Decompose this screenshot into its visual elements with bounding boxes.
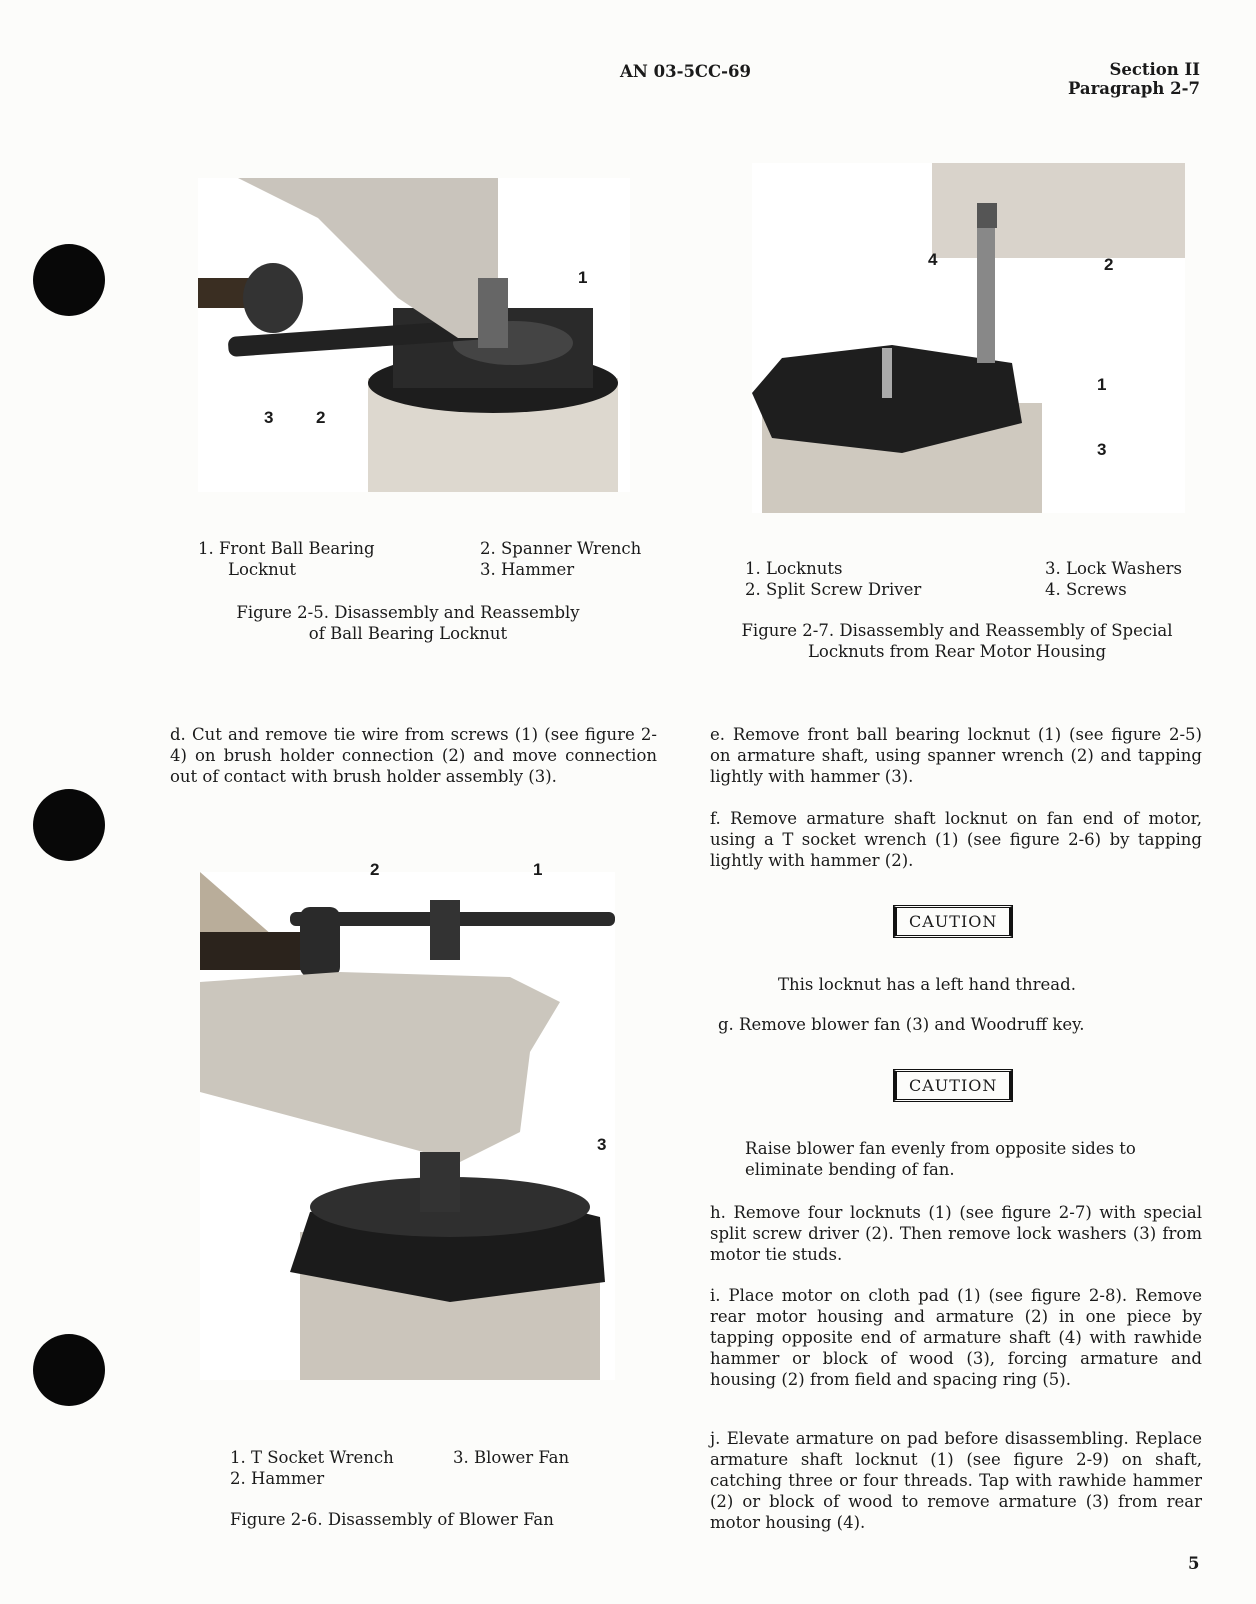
figure-2-7-legend-2 [1045, 558, 1182, 600]
figure-2-5-legend [198, 538, 375, 580]
section: Section II [1109, 60, 1200, 79]
callout: 2 [1104, 255, 1114, 274]
callout: 2 [370, 860, 380, 879]
punch-hole [33, 244, 105, 316]
legend-item: 2. Spanner Wrench [480, 539, 642, 558]
legend-item: 1. Front Ball Bearing [198, 539, 375, 558]
callout: 1 [533, 860, 543, 879]
callout: 3 [1097, 440, 1107, 459]
caption-line: Locknuts from Rear Motor Housing [807, 642, 1107, 661]
figure-2-5-legend-2 [480, 538, 641, 580]
legend-item: 1. T Socket Wrench [230, 1448, 394, 1467]
legend-item: 2. Split Screw Driver [745, 580, 922, 599]
callout: 2 [316, 408, 326, 427]
caption-line: Figure 2-7. Disassembly and Reassembly of Special [741, 621, 1173, 640]
step-i: i. Place motor on cloth pad (1) (see figure 2-8). Remove rear motor housing and armature (2) in one piece by tapping opposite end of armature shaft (4) with rawhide hammer or block of wood (3), forcing armature and housing (2) from field and spacing ring (5). [710, 1286, 1202, 1389]
punch-hole [33, 1334, 105, 1406]
figure-2-5-caption [218, 602, 598, 644]
figure-2-6-caption: Figure 2-6. Disassembly of Blower Fan [230, 1510, 554, 1529]
callout: 1 [578, 268, 588, 287]
figure-2-7-caption [712, 620, 1202, 662]
page-number: 5 [1188, 1554, 1200, 1573]
caution-box: CAUTION [893, 905, 1013, 938]
callout: 4 [928, 250, 938, 269]
legend-item: 3. Hammer [480, 560, 575, 579]
callout: 3 [597, 1135, 607, 1154]
legend-item: 3. Lock Washers [1045, 559, 1182, 578]
step-g: g. Remove blower fan (3) and Woodruff key. [718, 1015, 1085, 1034]
caution-box: CAUTION [893, 1069, 1013, 1102]
caution-text: This locknut has a left hand thread. [778, 975, 1076, 994]
section-label [1068, 60, 1200, 98]
legend-item: 1. Locknuts [745, 559, 843, 578]
step-e: e. Remove front ball bearing locknut (1) (see figure 2-5) on armature shaft, using spanner wrench (2) and tapping lightly with hammer (3). [710, 725, 1202, 786]
step-d: d. Cut and remove tie wire from screws (1) (see figure 2-4) on brush holder connection (2) and move connection out of contact with brush holder assembly (3). [170, 725, 657, 786]
paragraph: Paragraph 2-7 [1067, 79, 1200, 98]
figure-2-5-photo [198, 178, 630, 492]
caption-line: of Ball Bearing Locknut [308, 624, 508, 643]
legend-item: Locknut [228, 560, 297, 579]
doc-number: AN 03-5CC-69 [620, 62, 751, 81]
step-f: f. Remove armature shaft locknut on fan end of motor, using a T socket wrench (1) (see figure 2-6) by tapping lightly with hammer (2). [710, 809, 1202, 870]
callout: 3 [264, 408, 274, 427]
legend-item: 2. Hammer [230, 1469, 325, 1488]
legend-item: 3. Blower Fan [453, 1448, 570, 1467]
step-h: h. Remove four locknuts (1) (see figure 2-7) with special split screw driver (2). Then remove lock washers (3) from motor tie studs. [710, 1203, 1202, 1264]
figure-2-7-photo [752, 163, 1185, 513]
figure-2-7-legend [745, 558, 921, 600]
legend-item: 4. Screws [1045, 580, 1127, 599]
step-j: j. Elevate armature on pad before disassembling. Replace armature shaft locknut (1) (see figure 2-9) on shaft, catching three or four threads. Tap with rawhide hammer (2) or block of wood to remove armature (3) from rear motor housing (4). [710, 1429, 1202, 1532]
figure-2-6-photo [200, 872, 615, 1380]
callout: 1 [1097, 375, 1107, 394]
punch-hole [33, 789, 105, 861]
figure-2-6-legend [230, 1447, 394, 1489]
caution-text: Raise blower fan evenly from opposite sides to eliminate bending of fan. [745, 1139, 1136, 1179]
caption-line: Figure 2-5. Disassembly and Reassembly [236, 603, 580, 622]
